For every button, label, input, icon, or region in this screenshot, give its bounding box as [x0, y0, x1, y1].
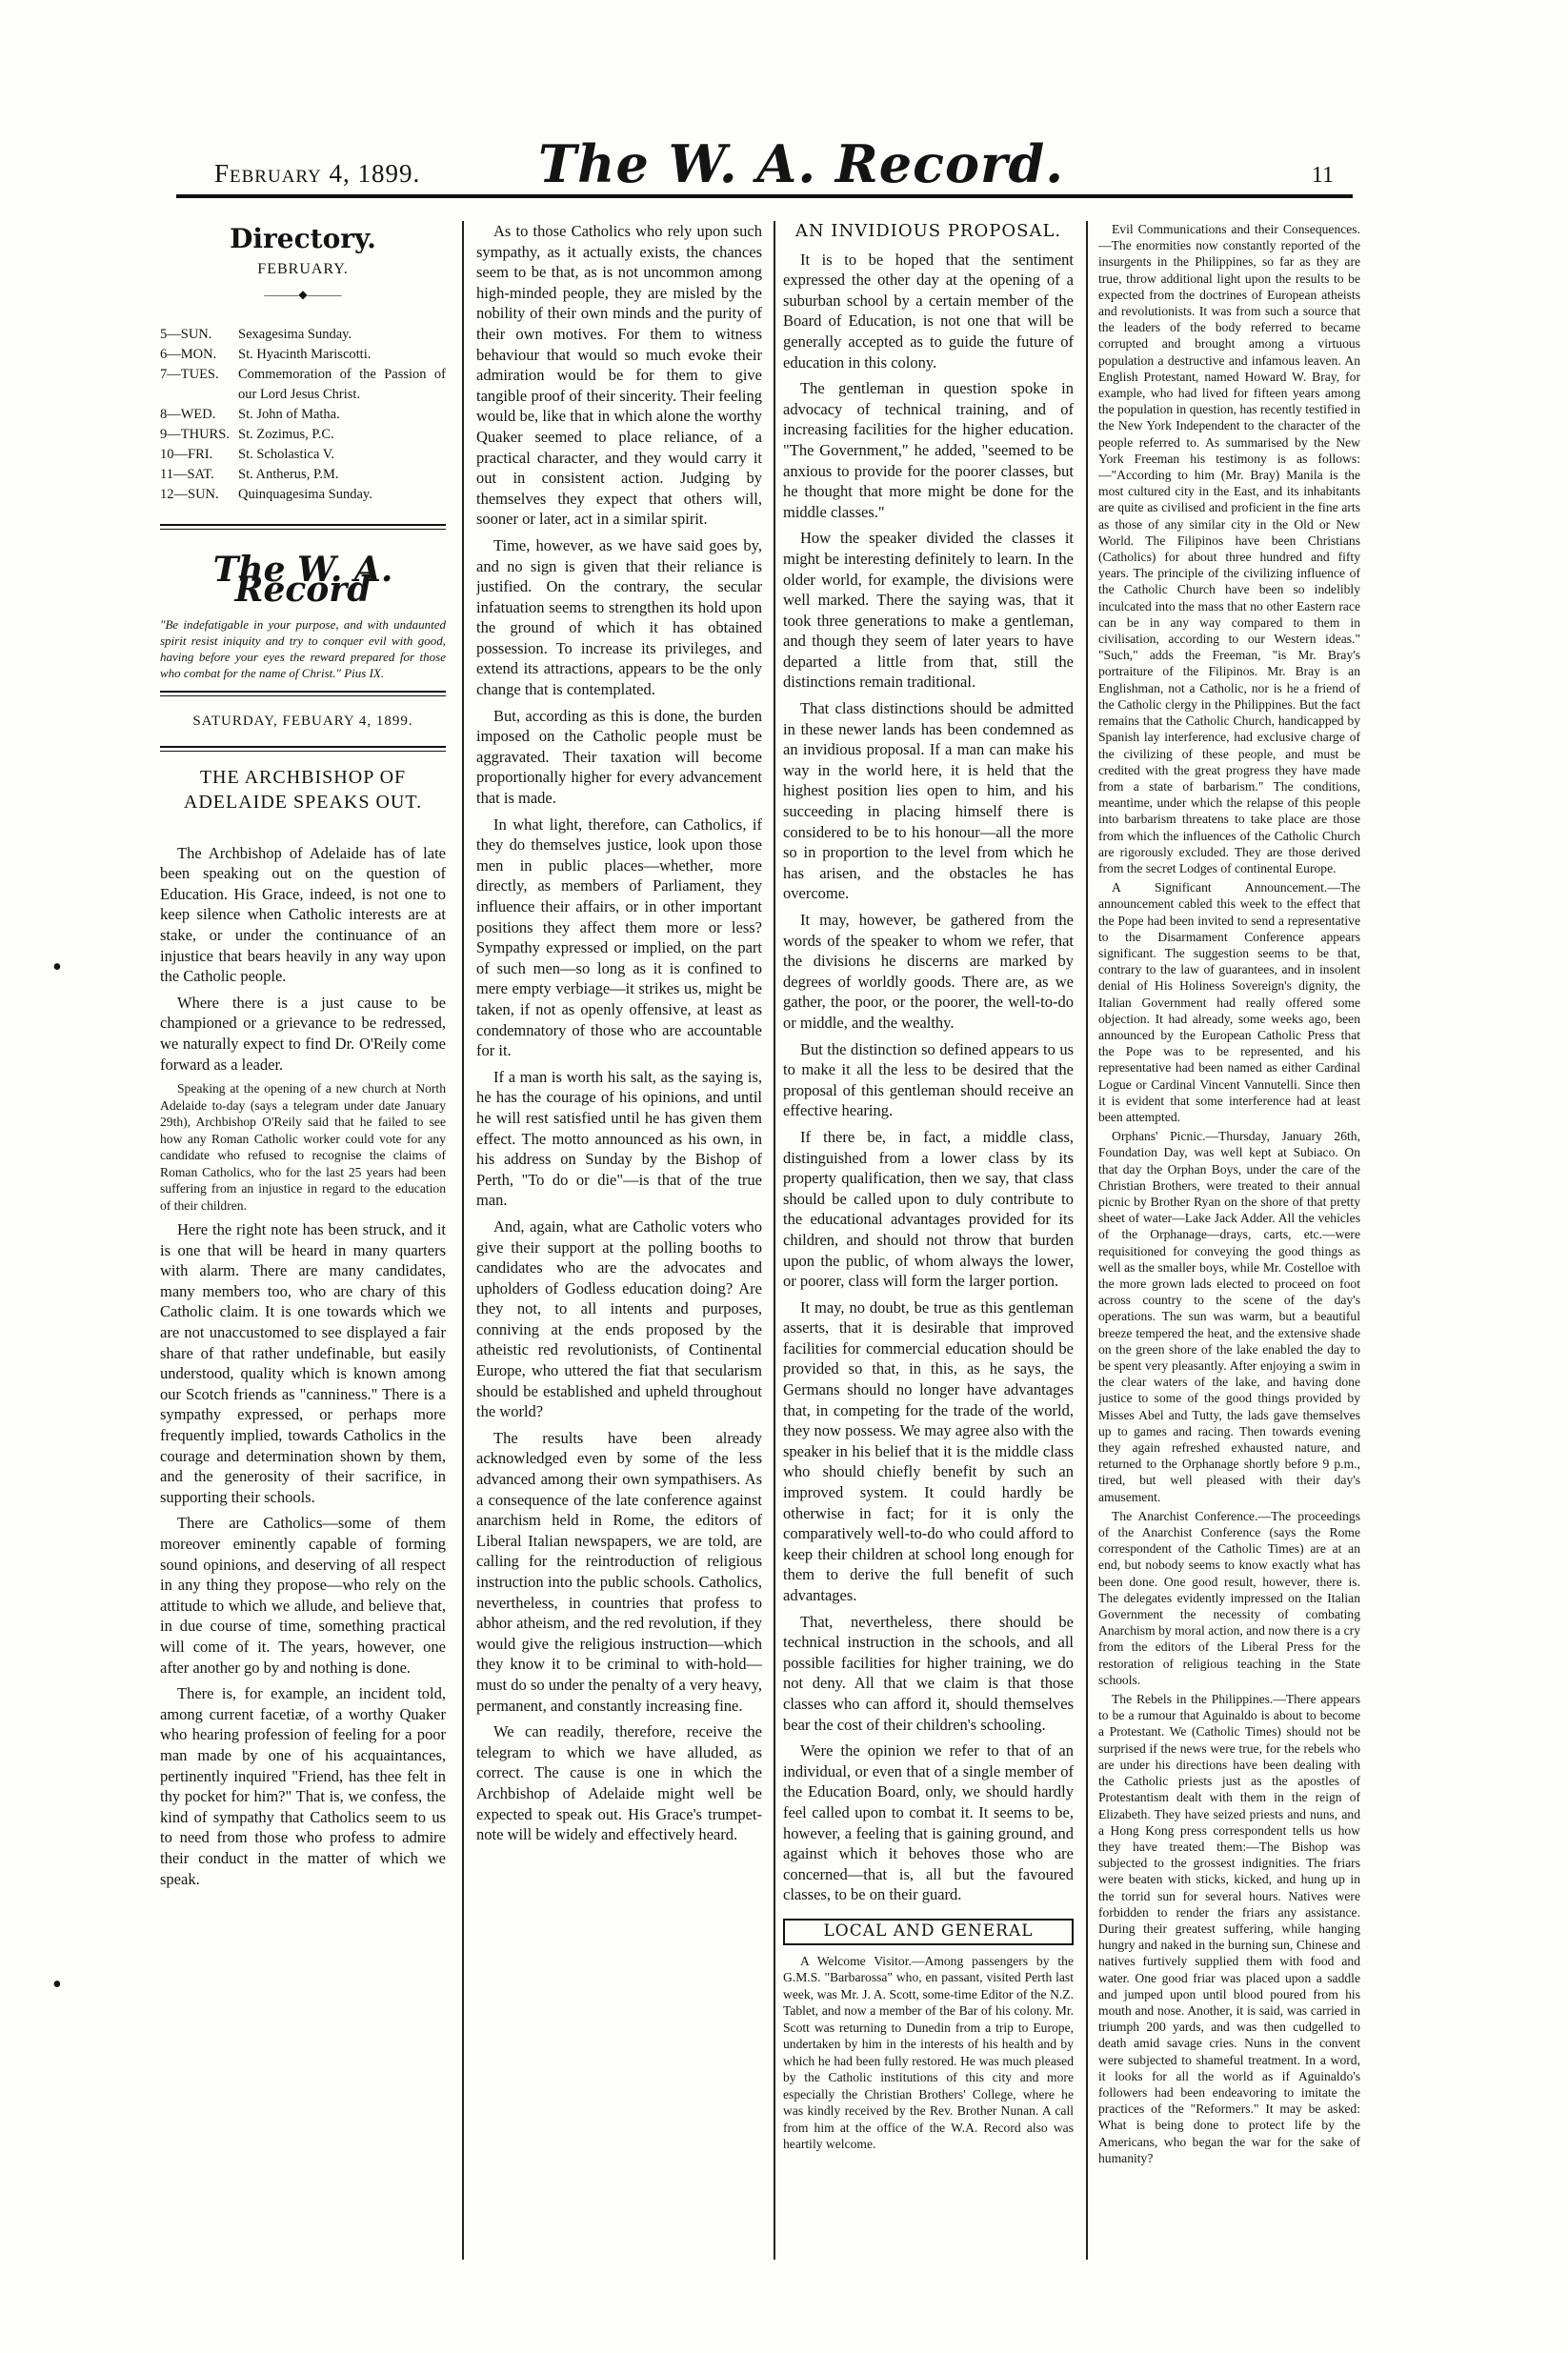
paragraph: If a man is worth his salt, as the saying is, he has the courage of his opinions, and until he will rest satisfied until he has given them effect. The motto announced as his own, in his address on Sunday by the Bishop of Perth, "To do or die"—is that of the true man. [476, 1067, 762, 1210]
list-item: 8—WED. St. John of Matha. [160, 406, 340, 422]
list-item: 7—TUES. Commemoration of the Passion of our Lord Jesus Christ. [160, 366, 446, 402]
section-headline: LOCAL AND GENERAL [783, 1919, 1074, 1945]
paragraph: The gentleman in question spoke in advocacy of technical training, and of increasing facilities for the higher education. "The Government," he added, "seemed to be anxious to provide for the poorer classes, but he thought that more might be done for the middle classes." [783, 379, 1074, 521]
motto: "Be indefatigable in your purpose, and with undaunted spirit resist iniquity and try to conquer evil with good, having before your eyes the reward prepared for those who combat for the name of Christ." Pius IX. [160, 616, 446, 680]
directory-title: Directory. [230, 223, 376, 254]
directory-list [160, 325, 446, 505]
record-logo: The W. A. Record [212, 549, 393, 611]
margin-mark-icon: • [52, 953, 62, 982]
paragraph: It is to be hoped that the sentiment expressed the other day at the opening of a suburban school by a certain member of the Board of Education, is not one that will be generally accepted as to guide the future of education in this colony. [783, 250, 1074, 372]
paragraph: It may, however, be gathered from the words of the speaker to whom we refer, that the divisions he discerns are marked by degrees of worldly goods. There are, as we gather, the poor, or the poorer, the well-to-do or middle, and the wealthy. [783, 911, 1074, 1032]
list-item: 12—SUN. Quinquagesima Sunday. [160, 486, 372, 502]
issue-date: SATURDAY, FEBUARY 4, 1899. [192, 713, 413, 729]
paragraph: Orphans' Picnic.—Thursday, January 26th, Foundation Day, was well kept at Subiaco. On that day the Orphan Boys, under the care of the Christian Brothers, were treated to their annual picnic by Brother Ryan on the shore of that pretty sheet of water—Lake Jack Adder. All the vehicles of the Orphanage—drays, carts, etc.—were requisitioned for conveying the good things as well as the smaller boys, while Mr. Costelloe with the more grown lads elected to proceed on foot across country to the scene of the day's operations. The sun was warm, but a beautiful breeze tempered the heat, and the extensive shade on the green shore of the lake enabled the day to be spent very pleasantly. After enjoying a swim in the clear waters of the lake, and having done justice to some of the good things provided by Misses Abel and Tutty, the lads gave themselves up to games and racing. Then towards evening they again refreshed exhausted nature, and returned to the Orphanage shortly before 9 p.m., tired, but well pleased with their day's amusement. [1098, 1129, 1360, 1504]
column-rule [774, 221, 775, 2260]
margin-mark-icon: • [52, 1970, 62, 2000]
list-item: 11—SAT. St. Antherus, P.M. [160, 466, 339, 482]
column-2 [476, 221, 762, 2260]
paragraph: If there be, in fact, a middle class, distinguished from a lower class by its property qualification, then we say, that class should be called upon to duly contribute to the educational advantages provided for its children, and should not throw that burden upon the public, of whom always the lower, or poorer, class will form the larger portion. [783, 1127, 1074, 1291]
paragraph: As to those Catholics who rely upon such sympathy, as it actually exists, the chances seem to be that, as is not uncommon among high-minded people, they are misled by the nobility of their own minds and the purity of their own motives. For them to witness behaviour that would so much evoke their admiration would be for them to give tangible proof of their sincerity. Their feeling would be, like that in which alone the worthy Quaker seemed to place reliance, of a practical character, and they would carry it out in consistent action. Judging by themselves they expect that others will, sooner or later, act in a similar spirit. [476, 222, 762, 529]
newspaper-title: The W. A. Record. [538, 133, 1065, 194]
paragraph: The Anarchist Conference.—The proceedings of the Anarchist Conference (says the Rome correspondent of the Catholic Times) are at an end, but nobody seems to know exactly what has been done. One good result, however, there is. The delegates evidently impressed on the Italian Government the necessity of combating Anarchism by moral action, and now there is a cry from the editors of the Liberal Press for the restoration of religious teaching in the State schools. [1098, 1508, 1360, 1687]
diamond-ornament-icon: ———◆——— [264, 288, 342, 302]
paragraph: That, nevertheless, there should be technical instruction in the schools, and all possible facilities for higher training, we do not deny. All that we claim is that those classes who can afford it, should themselves bear the cost of their children's schooling. [783, 1612, 1074, 1734]
paragraph: Time, however, as we have said goes by, and no sign is given that their reliance is justified. On the contrary, the secular infatuation seems to strengthen its hold upon the ground of which it has obtained possession. To increase its privileges, and extend its attractions, appears to be the only change that is contemplated. [476, 535, 762, 699]
column-rule [1086, 221, 1088, 2260]
list-item: 9—THURS. St. Zozimus, P.C. [160, 426, 334, 442]
page-number: 11 [1311, 163, 1334, 188]
paragraph: But, according as this is done, the burden imposed on the Catholic people must be aggravated. Their taxation will become proportionally higher for every advancement that is made. [476, 706, 762, 808]
paragraph: Where there is a just cause to be championed or a grievance to be redressed, we naturally expect to find Dr. O'Reily come forward as a leader. [160, 993, 446, 1074]
article-headline: THE ARCHBISHOP OF ADELAIDE SPEAKS OUT. [183, 766, 423, 813]
paragraph: And, again, what are Catholic voters who give their support at the polling booths to candidates who are the advocates and upholders of Godless education doing? Are they not, to all intents and purposes, conniving at the ends proposed by the atheistic red revolutionists, of Continental Europe, who uttered the fiat that secularism should be established and upheld throughout the world? [476, 1217, 762, 1421]
paragraph: In what light, therefore, can Catholics, if they do themselves justice, look upon those men in public places—whether, more directly, as members of Parliament, they influence their affairs, or in other important positions they affect them more or less? Sympathy expressed or implied, on the part of such men—so long as it is confined to mere empty verbiage—it strikes us, might be taken, if not as openly offensive, at least as condemnatory of those who are accountable for it. [476, 814, 762, 1060]
paragraph: Evil Communications and their Consequences.—The enormities now constantly reported of the insurgents in the Philippines, so far as they are true, throw additional light upon the results to be expected from the doctrines of European atheists and revolutionists. It was from such a source that the leaders of the body referred to became corrupted and brought among a virtuous population a destructive and infamous leaven. An English Protestant, named Howard W. Bray, for example, who had lived for fifteen years among the population in question, has recently testified in the New York Independent to the character of the people referred to. As summarised by the New York Freeman his testimony is as follows:—"According to him (Mr. Bray) Manila is the most cultured city in the East, and its inhabitants are quite as civilised and proficient in the fine arts as those of any similar city in the Old or New World. The Filipinos have been Christians (Catholics) for about three hundred and fifty years. The principle of the civilizing influence of the Catholic Church have been so indelibly inculcated into the mass that no other Eastern race can be in any way compared to them in civilisation, according to our Western ideas." "Such," adds the Freeman, "is Mr. Bray's portraiture of the Filipinos. Mr. Bray is an Englishman, not a Catholic, nor is he a friend of the Catholic clergy in the Philippines. But the fact remains that the Catholic Church, handicapped by Spanish lay interference, had exclusive charge of the civilizing of these people, and must be credited with the great progress they have made from a state of barbarism." The conditions, meantime, under which the relapse of this people into barbarism threatens to take place are those from which the influences of the Catholic Church are rigorously excluded. They are those derived from the secret Lodges of continental Europe. [1098, 222, 1360, 875]
issue-date-header: February 4, 1899. [214, 159, 421, 188]
paragraph: It may, no doubt, be true as this gentleman asserts, that it is desirable that improved facilities for commercial education should be provided so that, in this, as he says, the Germans should no longer have advantages that, in competing for the trade of the world, they now possess. We may agree also with the speaker in his belief that it is the middle class who should chiefly benefit by such an improved system. It could hardly be otherwise in fact; for it is only the comparatively well-to-do who could afford to keep their children at school long enough for them to derive the full benefit of such advantages. [783, 1297, 1074, 1604]
article-headline: AN INVIDIOUS PROPOSAL. [794, 221, 1062, 241]
paragraph: There is, for example, an incident told, among current facetiæ, of a worthy Quaker who hearing profession of feeling for a poor man made by one of his acquaintances, pertinently inquired "Friend, has thee felt in thy pocket for him?" That is, we confess, the kind of sympathy that Catholics seem to us to need from those who profess to admire their conduct in the matter of which we speak. [160, 1684, 446, 1888]
directory-month: FEBRUARY. [257, 260, 349, 277]
paragraph: Here the right note has been struck, and it is one that will be heard in many quarters with alarm. There are many candidates, many members too, who are chary of this Catholic claim. It is one towards which we are not unaccustomed to see displayed a fair share of that rather undefinable, but easily understood, quality which is known among our Scotch friends as "canniness." There is a sympathy expressed, or perhaps more frequently implied, towards Catholics in the courage and determination shown by them, and the generosity of their sacrifice, in supporting their schools. [160, 1220, 446, 1506]
column-rule [462, 221, 464, 2260]
masthead [176, 133, 1353, 198]
paragraph: A Significant Announcement.—The announcement cabled this week to the effect that the Pope had been invited to send a representative to the Disarmament Conference appears significant. The suggestion seems to be that, contrary to the law of guarantees, and in insolent denial of His Holiness Sovereign's dignity, the Italian Government had really offered some objection. It had already, some weeks ago, been announced by the European Catholic Press that the Pope was to be represented, and his representative had been named as either Cardinal Logue or Cardinal Vincent Vannutelli. Since then it is evident that some interference had at least been attempted. [1098, 880, 1360, 1124]
paragraph: But the distinction so defined appears to us to make it all the less to be desired that the proposal of this gentleman should receive an effective hearing. [783, 1039, 1074, 1120]
paragraph: How the speaker divided the classes it might be interesting definitely to learn. In the older world, for example, the divisions were well marked. There the saying was, that it took three generations to make a gentleman, and though they seem of later years to have departed a little from that, still the distinctions remain traditional. [783, 529, 1074, 692]
divider [160, 691, 446, 696]
paragraph: We can readily, therefore, receive the telegram to which we have alluded, as correct. The cause is one in which the Archbishop of Adelaide might well be expected to speak out. His Grace's trumpet-note will be widely and effectively heard. [476, 1722, 762, 1844]
column-4 [1098, 221, 1360, 2260]
column-3 [783, 221, 1074, 2260]
column-1 [160, 221, 446, 2260]
divider [160, 746, 446, 752]
paragraph: The Archbishop of Adelaide has of late been speaking out on the question of Education. His Grace, indeed, is not one to keep silence when Catholic interests are at stake, or under the continuance of an injustice that bears heavily in any way upon the Catholic people. [160, 843, 446, 986]
paragraph: A Welcome Visitor.—Among passengers by the G.M.S. "Barbarossa" who, en passant, visited Perth last week, was Mr. J. A. Scott, some-time Editor of the N.Z. Tablet, and now a member of the Bar of his colony. Mr. Scott was returning to Dunedin from a trip to Europe, undertaken by him in the interests of his health and by which he had been fully restored. He was much pleased by the Catholic institutions of this city and more especially the Christian Brothers' College, where he was kindly received by the Rev. Brother Nunan. A call from him at the office of the W.A. Record also was heartily welcome. [783, 1953, 1074, 2151]
paragraph: That class distinctions should be admitted in these newer lands has been condemned as an invidious proposal. If a man can make his way in the world here, it is held that the highest position lies open to him, and his succeeding in placing himself there is considered to be to his honour—all the more so in proportion to the level from which he has arisen, and the obstacles he has overcome. [783, 699, 1074, 903]
list-item: 6—MON. St. Hyacinth Mariscotti. [160, 346, 372, 362]
list-item: 10—FRI. St. Scholastica V. [160, 446, 334, 462]
list-item: 5—SUN. Sexagesima Sunday. [160, 326, 352, 342]
divider [160, 524, 446, 530]
paragraph: There are Catholics—some of them moreover eminently capable of forming sound opinions, and deserving of all respect in any thing they propose—who rely on the attitude to which we allude, and believe that, in due course of time, something practical will come of it. The years, however, one after another go by and nothing is done. [160, 1514, 446, 1677]
paragraph: The Rebels in the Philippines.—There appears to be a rumour that Aguinaldo is about to become a Protestant. We (Catholic Times) should not be surprised if the news were true, for the rebels who are under his directions have been dealing with the Catholic priests just as the apostles of Protestantism dealt with them in the reign of Elizabeth. They have seized priests and nuns, and a Hong Kong press correspondent tells us how they have treated them:—The Bishop was subjected to the grossest indignities. The friars were beaten with sticks, kicked, and hung up in the torrid sun for several hours. Natives were forbidden to render the friars any assistance. During their greatest suffering, while hanging hungry and naked in the burning sun, Chinese and natives furtively supplied them with food and water. One good friar was placed upon a saddle and jumped upon until blood poured from his mouth and nose. Another, it is said, was carried in triumph 200 yards, and was then cudgelled to death amid savage cries. Nuns in the convent were subjected to shameful treatment. In a word, it looks for all the world as if Aguinaldo's followers had been endeavoring to imitate the practices of the "Reformers." It may be asked: What is being done to protect life by the Americans, who began the war for the sake of humanity? [1098, 1692, 1360, 2165]
paragraph: The results have been already acknowledged even by some of the less advanced among their own sympathisers. As a consequence of the late conference against anarchism held in Rome, the editors of Liberal Italian newspapers, we are told, are calling for the reintroduction of religious instruction into the public schools. Catholics, nevertheless, in countries that profess to abhor atheism, and the red revolution, if they would give the religious instruction—which they know it to be criminal to with-hold—must do so under the penalty of a very heavy, permanent, and constantly increasing fine. [476, 1428, 762, 1715]
quoted-telegram: Speaking at the opening of a new church at North Adelaide to-day (says a telegram under date January 29th), Archbishop O'Reily said that he failed to see how any Roman Catholic worker could vote for any candidate who refused to recognise the claims of Roman Catholics, who for the last 25 years had been suffering from an injustice in regard to the education of their children. [160, 1081, 446, 1213]
paragraph: Were the opinion we refer to that of an individual, or even that of a single member of the Education Board, only, we should hardly feel called upon to combat it. It seems to be, however, a feeling that is gaining ground, and against which it behoves those who are concerned—that is, all but the favoured classes, to be on their guard. [783, 1741, 1074, 1904]
